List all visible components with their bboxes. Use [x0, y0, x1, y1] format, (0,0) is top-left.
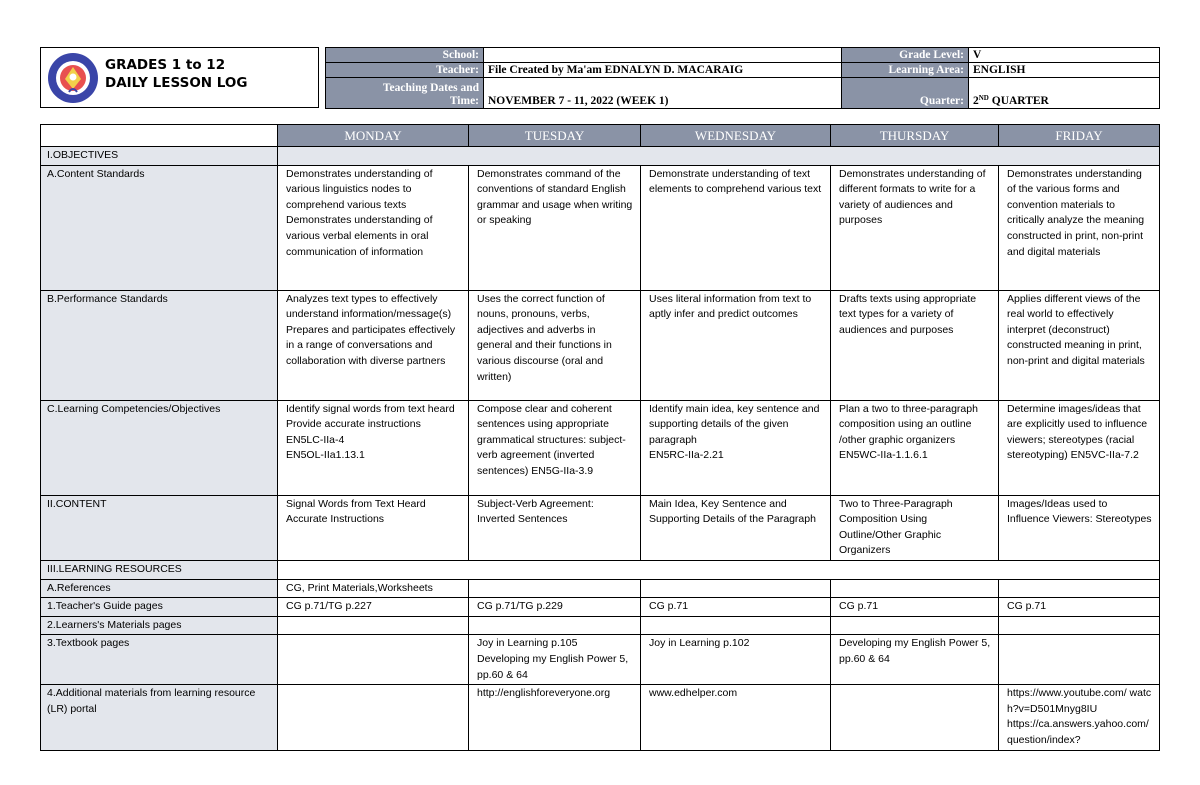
textbook-thursday: Developing my English Power 5, pp.60 & 64 — [831, 635, 999, 685]
content-wednesday: Main Idea, Key Sentence and Supporting Details of the Paragraph — [641, 495, 831, 560]
row-label-learners-materials: 2.Learners's Materials pages — [41, 616, 278, 635]
learners-materials-thursday — [831, 616, 999, 635]
learners-materials-monday — [278, 616, 469, 635]
textbook-friday — [999, 635, 1160, 685]
teachers-guide-wednesday: CG p.71 — [641, 598, 831, 617]
textbook-row — [41, 635, 1160, 685]
content-monday: Signal Words from Text Heard Accurate Instructions — [278, 495, 469, 560]
info-table — [325, 47, 1160, 109]
day-header-thursday: THURSDAY — [831, 125, 999, 147]
performance-standards-monday: Analyzes text types to effectively understand information/message(s) Prepares and participates effectively in a range of conversations and collaboration with diverse partners — [278, 290, 469, 400]
teaching-dates-value: NOVEMBER 7 - 11, 2022 (WEEK 1) — [484, 78, 842, 109]
content-friday: Images/Ideas used to Influence Viewers: Stereotypes — [999, 495, 1160, 560]
objectives-section-row — [41, 147, 1160, 166]
teachers-guide-row — [41, 598, 1160, 617]
school-value — [484, 48, 842, 63]
day-header-wednesday: WEDNESDAY — [641, 125, 831, 147]
day-header-friday: FRIDAY — [999, 125, 1160, 147]
performance-standards-tuesday: Uses the correct function of nouns, pronouns, verbs, adjectives and adverbs in general and their functions in various discourse (oral and written) — [469, 290, 641, 400]
learners-materials-tuesday — [469, 616, 641, 635]
learning-competencies-tuesday: Compose clear and coherent sentences using appropriate grammatical structures: subject-verb agreement (inverted sentences) EN5G-IIa-3.9 — [469, 400, 641, 495]
content-standards-friday: Demonstrates understanding of the various forms and convention materials to critically analyze the meaning constructed in print, non-print and digital materials — [999, 165, 1160, 290]
row-label-content-standards: A.Content Standards — [41, 165, 278, 290]
references-thursday — [831, 579, 999, 598]
teaching-dates-label-line2: Time: — [449, 95, 479, 107]
row-label-content: II.CONTENT — [41, 495, 278, 560]
quarter-word: QUARTER — [991, 95, 1049, 107]
quarter-number: 2 — [973, 95, 979, 107]
teaching-dates-label — [326, 78, 484, 109]
corner-cell — [41, 125, 278, 147]
row-label-references: A.References — [41, 579, 278, 598]
content-row — [41, 495, 1160, 560]
content-standards-monday: Demonstrates understanding of various linguistics nodes to comprehend various texts Demonstrates understanding of various verbal elements in oral communication of information — [278, 165, 469, 290]
deped-seal-logo — [47, 52, 99, 104]
content-standards-tuesday: Demonstrates command of the conventions of standard English grammar and usage when writing or speaking — [469, 165, 641, 290]
header-title-box — [40, 47, 319, 108]
content-thursday: Two to Three-Paragraph Composition Using Outline/Other Graphic Organizers — [831, 495, 999, 560]
textbook-tuesday: Joy in Learning p.105 Developing my English Power 5, pp.60 & 64 — [469, 635, 641, 685]
objectives-section-label: I.OBJECTIVES — [41, 147, 278, 166]
school-label: School: — [326, 48, 484, 63]
content-tuesday: Subject-Verb Agreement: Inverted Sentences — [469, 495, 641, 560]
learning-competencies-wednesday: Identify main idea, key sentence and supporting details of the given paragraph EN5RC-IIa-2.21 — [641, 400, 831, 495]
row-label-textbook: 3.Textbook pages — [41, 635, 278, 685]
learning-area-value: ENGLISH — [969, 63, 1160, 78]
row-label-teachers-guide: 1.Teacher's Guide pages — [41, 598, 278, 617]
textbook-monday — [278, 635, 469, 685]
additional-materials-friday: https://www.youtube.com/ watch?v=D501Mnyg8IU https://ca.answers.yahoo.com/question/index? — [999, 685, 1160, 750]
learners-materials-wednesday — [641, 616, 831, 635]
learning-competencies-friday: Determine images/ideas that are explicitly used to influence viewers; stereotypes (racial stereotyping) EN5VC-IIa-7.2 — [999, 400, 1160, 495]
quarter-value — [969, 78, 1160, 109]
references-row — [41, 579, 1160, 598]
lesson-log-table — [40, 124, 1160, 751]
textbook-wednesday: Joy in Learning p.102 — [641, 635, 831, 685]
performance-standards-row — [41, 290, 1160, 400]
performance-standards-thursday: Drafts texts using appropriate text types for a variety of audiences and purposes — [831, 290, 999, 400]
objectives-section-fill — [278, 147, 1160, 166]
row-label-additional-materials: 4.Additional materials from learning resource (LR) portal — [41, 685, 278, 750]
row-label-performance-standards: B.Performance Standards — [41, 290, 278, 400]
day-header-row — [41, 125, 1160, 147]
teachers-guide-monday: CG p.71/TG p.227 — [278, 598, 469, 617]
learning-competencies-row — [41, 400, 1160, 495]
row-label-learning-competencies: C.Learning Competencies/Objectives — [41, 400, 278, 495]
teaching-dates-label-line1: Teaching Dates and — [382, 82, 479, 94]
grade-level-value: V — [969, 48, 1160, 63]
day-header-tuesday: TUESDAY — [469, 125, 641, 147]
references-monday: CG, Print Materials,Worksheets — [278, 579, 469, 598]
references-wednesday — [641, 579, 831, 598]
quarter-superscript: ND — [978, 94, 989, 102]
day-header-monday: MONDAY — [278, 125, 469, 147]
learners-materials-friday — [999, 616, 1160, 635]
form-title-line-2: DAILY LESSON LOG — [105, 75, 248, 91]
additional-materials-monday — [278, 685, 469, 750]
additional-materials-thursday — [831, 685, 999, 750]
additional-materials-tuesday: http://englishforeveryone.org — [469, 685, 641, 750]
additional-materials-wednesday: www.edhelper.com — [641, 685, 831, 750]
teacher-label: Teacher: — [326, 63, 484, 78]
form-title-line-1: GRADES 1 to 12 — [105, 57, 226, 73]
learning-resources-section-row — [41, 560, 1160, 579]
references-tuesday — [469, 579, 641, 598]
quarter-label: Quarter: — [842, 78, 969, 109]
content-standards-row — [41, 165, 1160, 290]
content-standards-thursday: Demonstrates understanding of different formats to write for a variety of audiences and purposes — [831, 165, 999, 290]
content-standards-wednesday: Demonstrate understanding of text elements to comprehend various text — [641, 165, 831, 290]
learning-resources-section-fill — [278, 560, 1160, 579]
learning-competencies-thursday: Plan a two to three-paragraph composition using an outline /other graphic organizers EN5WC-IIa-1.1.6.1 — [831, 400, 999, 495]
teacher-value: File Created by Ma'am EDNALYN D. MACARAIG — [484, 63, 842, 78]
references-friday — [999, 579, 1160, 598]
teachers-guide-thursday: CG p.71 — [831, 598, 999, 617]
additional-materials-row — [41, 685, 1160, 750]
performance-standards-wednesday: Uses literal information from text to aptly infer and predict outcomes — [641, 290, 831, 400]
teachers-guide-tuesday: CG p.71/TG p.229 — [469, 598, 641, 617]
teachers-guide-friday: CG p.71 — [999, 598, 1160, 617]
learning-resources-section-label: III.LEARNING RESOURCES — [41, 560, 278, 579]
learning-area-label: Learning Area: — [842, 63, 969, 78]
learners-materials-row — [41, 616, 1160, 635]
performance-standards-friday: Applies different views of the real world to effectively interpret (deconstruct) constructed meaning in print, non-print and digital materials — [999, 290, 1160, 400]
learning-competencies-monday: Identify signal words from text heard Provide accurate instructions EN5LC-IIa-4 EN5OL-IIa1.13.1 — [278, 400, 469, 495]
grade-level-label: Grade Level: — [842, 48, 969, 63]
